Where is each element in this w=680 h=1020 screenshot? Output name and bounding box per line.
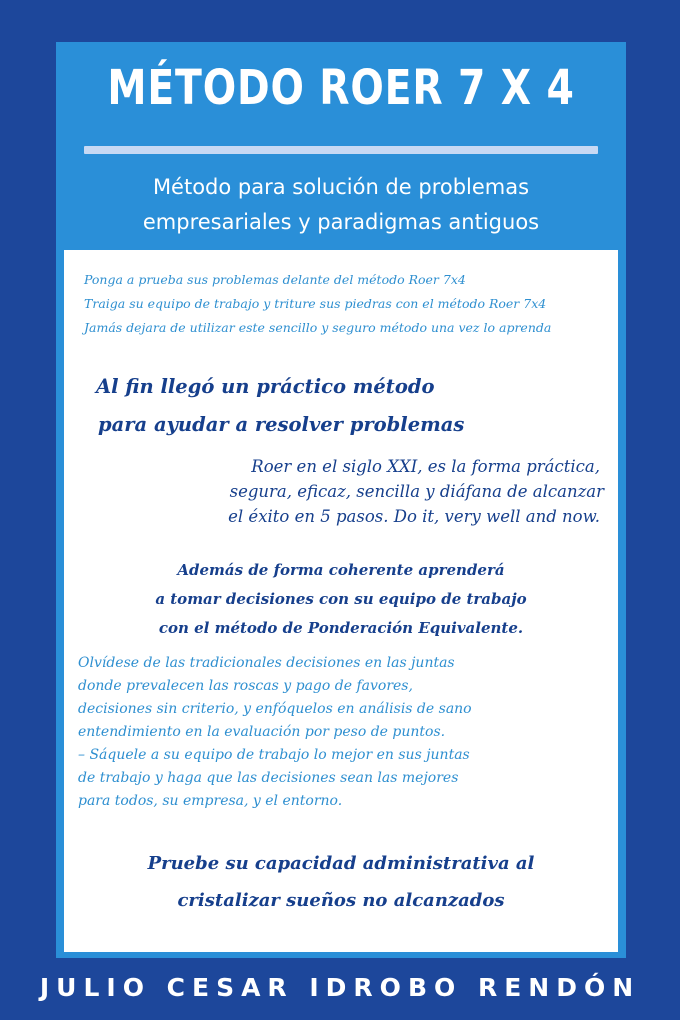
roer-line: el éxito en 5 pasos. Do it, very well and now.: [228, 507, 600, 526]
pruebe-block: [64, 845, 618, 919]
olvidese-line: decisiones sin criterio, y enfóquelos en análisis de sano: [78, 701, 472, 717]
pruebe-line: cristalizar sueños no alcanzados: [177, 890, 505, 911]
olvidese-line: para todos, su empresa, y el entorno.: [78, 793, 343, 809]
olvidese-block: [78, 652, 608, 813]
book-subtitle: [56, 170, 626, 240]
roer-line: Roer en el siglo XXI, es la forma práctica,: [251, 457, 600, 476]
olvidese-line: entendimiento en la evaluación por peso de puntos.: [78, 724, 446, 740]
author-name: JULIO CESAR IDROBO RENDÓN: [39, 973, 641, 1002]
olvidese-line: Olvídese de las tradicionales decisiones en las juntas: [78, 655, 455, 671]
headline-block: [96, 368, 596, 444]
title-divider: [84, 146, 598, 154]
headline-line: para ayudar a resolver problemas: [98, 413, 465, 436]
intro-line: Jamás dejara de utilizar este sencillo y seguro método una vez lo aprenda: [84, 320, 552, 335]
ademas-block: [64, 556, 618, 643]
olvidese-line: – Sáquele a su equipo de trabajo lo mejor en sus juntas: [78, 747, 470, 763]
headline-line: Al fin llegó un práctico método: [96, 375, 435, 398]
cover-frame: [56, 42, 626, 958]
pruebe-line: Pruebe su capacidad administrativa al: [147, 853, 535, 874]
book-title: MÉTODO ROER 7 X 4: [107, 60, 575, 116]
subtitle-line: empresariales y paradigmas antiguos: [142, 210, 540, 234]
ademas-line: con el método de Ponderación Equivalente.: [158, 619, 524, 637]
content-panel: [64, 250, 618, 952]
olvidese-line: de trabajo y haga que las decisiones sean las mejores: [78, 770, 459, 786]
intro-line: Ponga a prueba sus problemas delante del método Roer 7x4: [84, 272, 466, 287]
roer-block: [124, 454, 604, 529]
ademas-line: Además de forma coherente aprenderá: [177, 561, 505, 579]
intro-line: Traiga su equipo de trabajo y triture sus piedras con el método Roer 7x4: [84, 296, 547, 311]
olvidese-line: donde prevalecen las roscas y pago de favores,: [78, 678, 413, 694]
intro-block: [84, 268, 614, 340]
roer-line: segura, eficaz, sencilla y diáfana de alcanzar: [229, 482, 604, 501]
ademas-line: a tomar decisiones con su equipo de trabajo: [155, 590, 527, 608]
subtitle-line: Método para solución de problemas: [152, 175, 530, 199]
